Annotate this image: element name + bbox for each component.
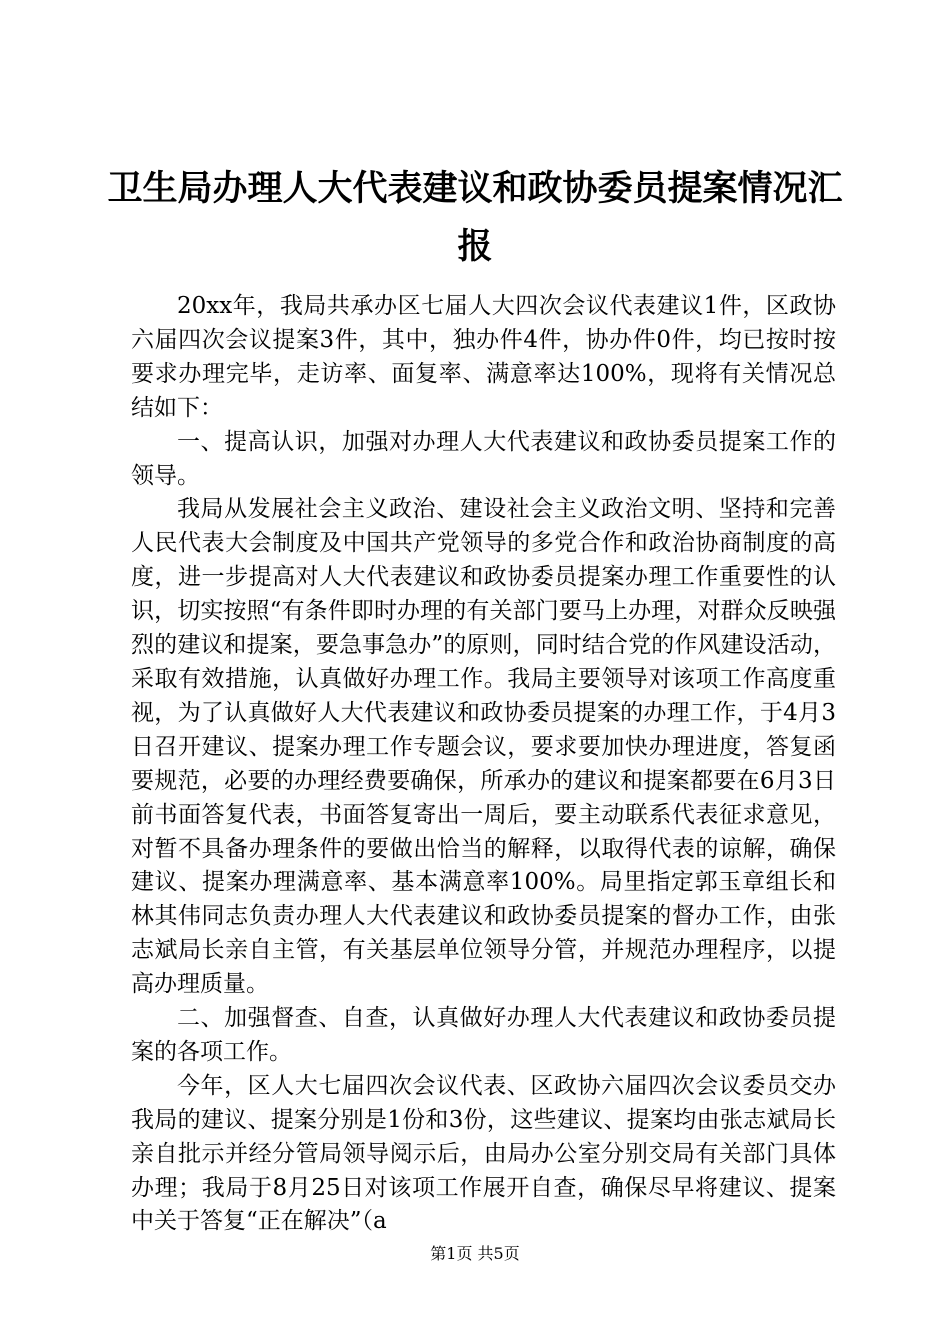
paragraph-intro: 20xx年，我局共承办区七届人大四次会议代表建议1件，区政协六届四次会议提案3件，其中，独办件4件，协办件0件，均已按时按要求办理完毕，走访率、面复率、满意率达100%，现将有关情况总结如下： (131, 293, 836, 421)
paragraph-heading-1: 一、提高认识，加强对办理人大代表建议和政协委员提案工作的领导。 (131, 428, 836, 489)
document-body (131, 290, 836, 1239)
document-title: 卫生局办理人大代表建议和政协委员提案情况汇报 (107, 169, 843, 267)
paragraph-body-1: 我局从发展社会主义政治、建设社会主义政治文明、坚持和完善人民代表大会制度及中国共产党领导的多党合作和政治协商制度的高度，进一步提高对人大代表建议和政协委员提案办理工作重要性的认识，切实按照“有条件即时办理的有关部门要马上办理，对群众反映强烈的建议和提案，要急事急办”的原则，同时结合党的作风建设活动，采取有效措施，认真做好办理工作。我局主要领导对该项工作高度重视，为了认真做好人大代表建议和政协委员提案的办理工作，于4月3日召开建议、提案办理工作专题会议，要求要加快办理进度，答复函要规范，必要的办理经费要确保，所承办的建议和提案都要在6月3日前书面答复代表，书面答复寄出一周后，要主动联系代表征求意见，对暂不具备办理条件的要做出恰当的解释，以取得代表的谅解，确保建议、提案办理满意率、基本满意率100%。局里指定郭玉章组长和林其伟同志负责办理人大代表建议和政协委员提案的督办工作，由张志斌局长亲自主管，有关基层单位领导分管，并规范办理程序，以提高办理质量。 (131, 496, 836, 998)
paragraph-body-2: 今年，区人大七届四次会议代表、区政协六届四次会议委员交办我局的建议、提案分别是1份和3份，这些建议、提案均由张志斌局长亲自批示并经分管局领导阅示后，由局办公室分别交局有关部门具体办理；我局于8月25日对该项工作展开自查，确保尽早将建议、提案中关于答复“正在解决”（a (131, 1072, 836, 1235)
page-number-footer: 第1页 共5页 (430, 1244, 520, 1263)
paragraph-heading-2: 二、加强督查、自查，认真做好办理人大代表建议和政协委员提案的各项工作。 (131, 1005, 836, 1065)
